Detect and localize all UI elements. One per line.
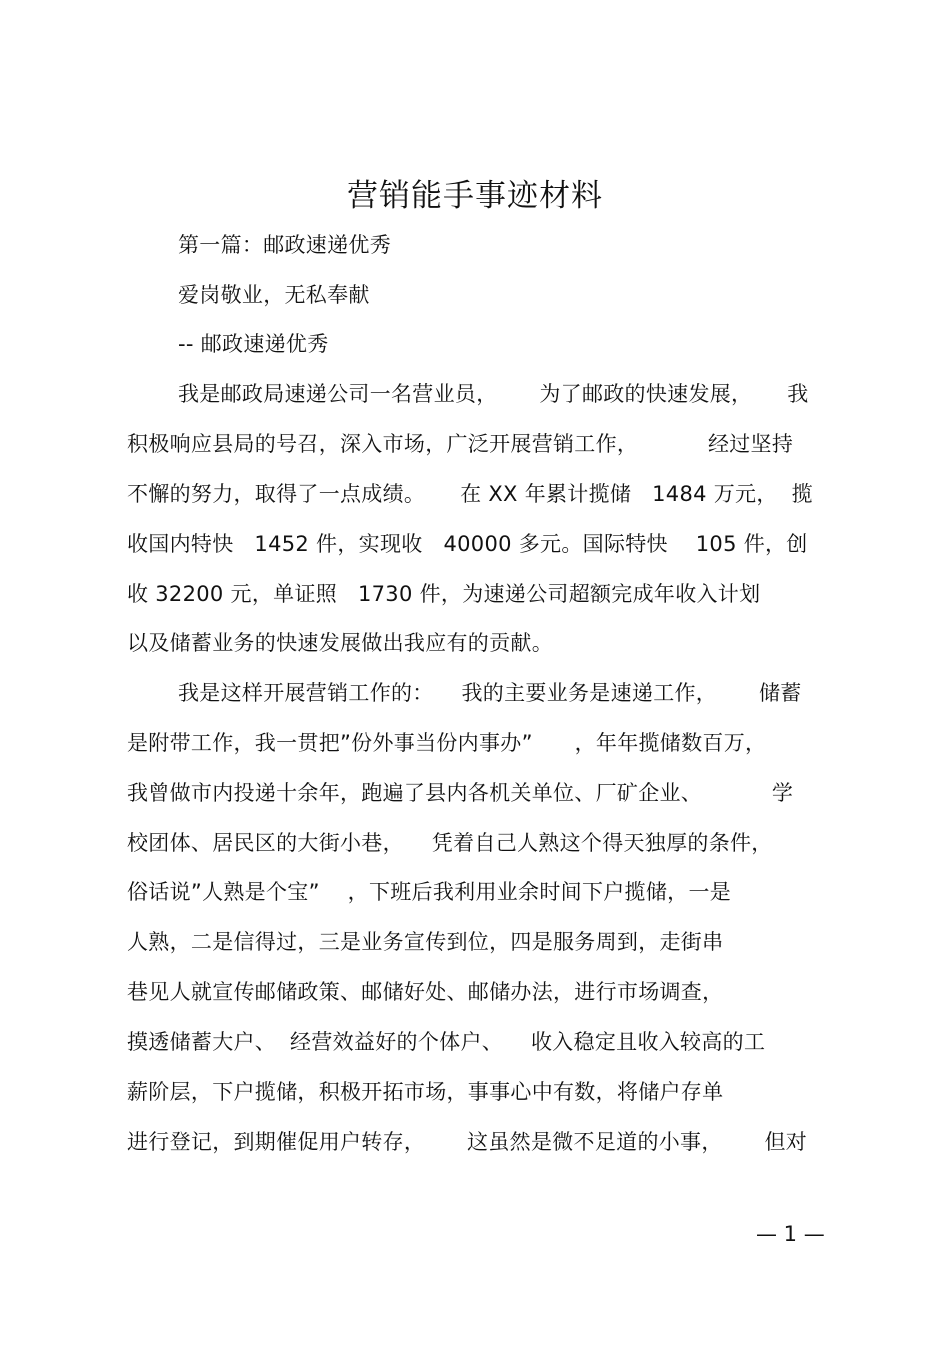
paragraph-line: 我曾做市内投递十余年，跑遍了县内各机关单位、厂矿企业、 学: [127, 781, 794, 805]
subheading-byline: -- 邮政速递优秀: [178, 332, 329, 356]
paragraph-line: 校团体、居民区的大街小巷， 凭着自己人熟这个得天独厚的条件，: [127, 831, 773, 855]
paragraph-line: 是附带工作，我一贯把”份外事当份内事办” ，年年揽储数百万，: [127, 731, 767, 755]
paragraph-line: 摸透储蓄大户、 经营效益好的个体户、 收入稳定且收入较高的工: [127, 1030, 766, 1054]
subheading-motto: 爱岗敬业，无私奉献: [178, 283, 370, 307]
paragraph-line: 俗话说”人熟是个宝” ，下班后我利用业余时间下户揽储，一是: [127, 880, 732, 904]
paragraph-line: 积极响应县局的号召，深入市场，广泛开展营销工作， 经过坚持: [127, 432, 794, 456]
paragraph-line: 进行登记，到期催促用户转存， 这虽然是微不足道的小事， 但对: [127, 1130, 808, 1154]
subheading-chapter: 第一篇：邮政速递优秀: [178, 233, 391, 257]
page-number: — 1 —: [756, 1222, 825, 1246]
paragraph-line: 人熟，二是信得过，三是业务宣传到位，四是服务周到，走街串: [127, 930, 724, 954]
paragraph-line: 巷见人就宣传邮储政策、邮储好处、邮储办法，进行市场调查，: [127, 980, 724, 1004]
paragraph-line: 以及储蓄业务的快速发展做出我应有的贡献。: [127, 631, 553, 655]
paragraph-line: 薪阶层，下户揽储，积极开拓市场，事事心中有数，将储户存单: [127, 1080, 724, 1104]
paragraph-line: 不懈的努力，取得了一点成绩。 在 XX 年累计揽储 1484 万元， 揽: [127, 482, 813, 506]
paragraph-line: 收国内特快 1452 件，实现收 40000 多元。国际特快 105 件，创: [127, 532, 808, 556]
paragraph-line: 我是邮政局速递公司一名营业员， 为了邮政的快速发展， 我: [178, 382, 809, 406]
paragraph-line: 我是这样开展营销工作的： 我的主要业务是速递工作， 储蓄: [178, 681, 802, 705]
paragraph-line: 收 32200 元，单证照 1730 件，为速递公司超额完成年收入计划: [127, 582, 761, 606]
document-title: 营销能手事迹材料: [347, 178, 603, 214]
